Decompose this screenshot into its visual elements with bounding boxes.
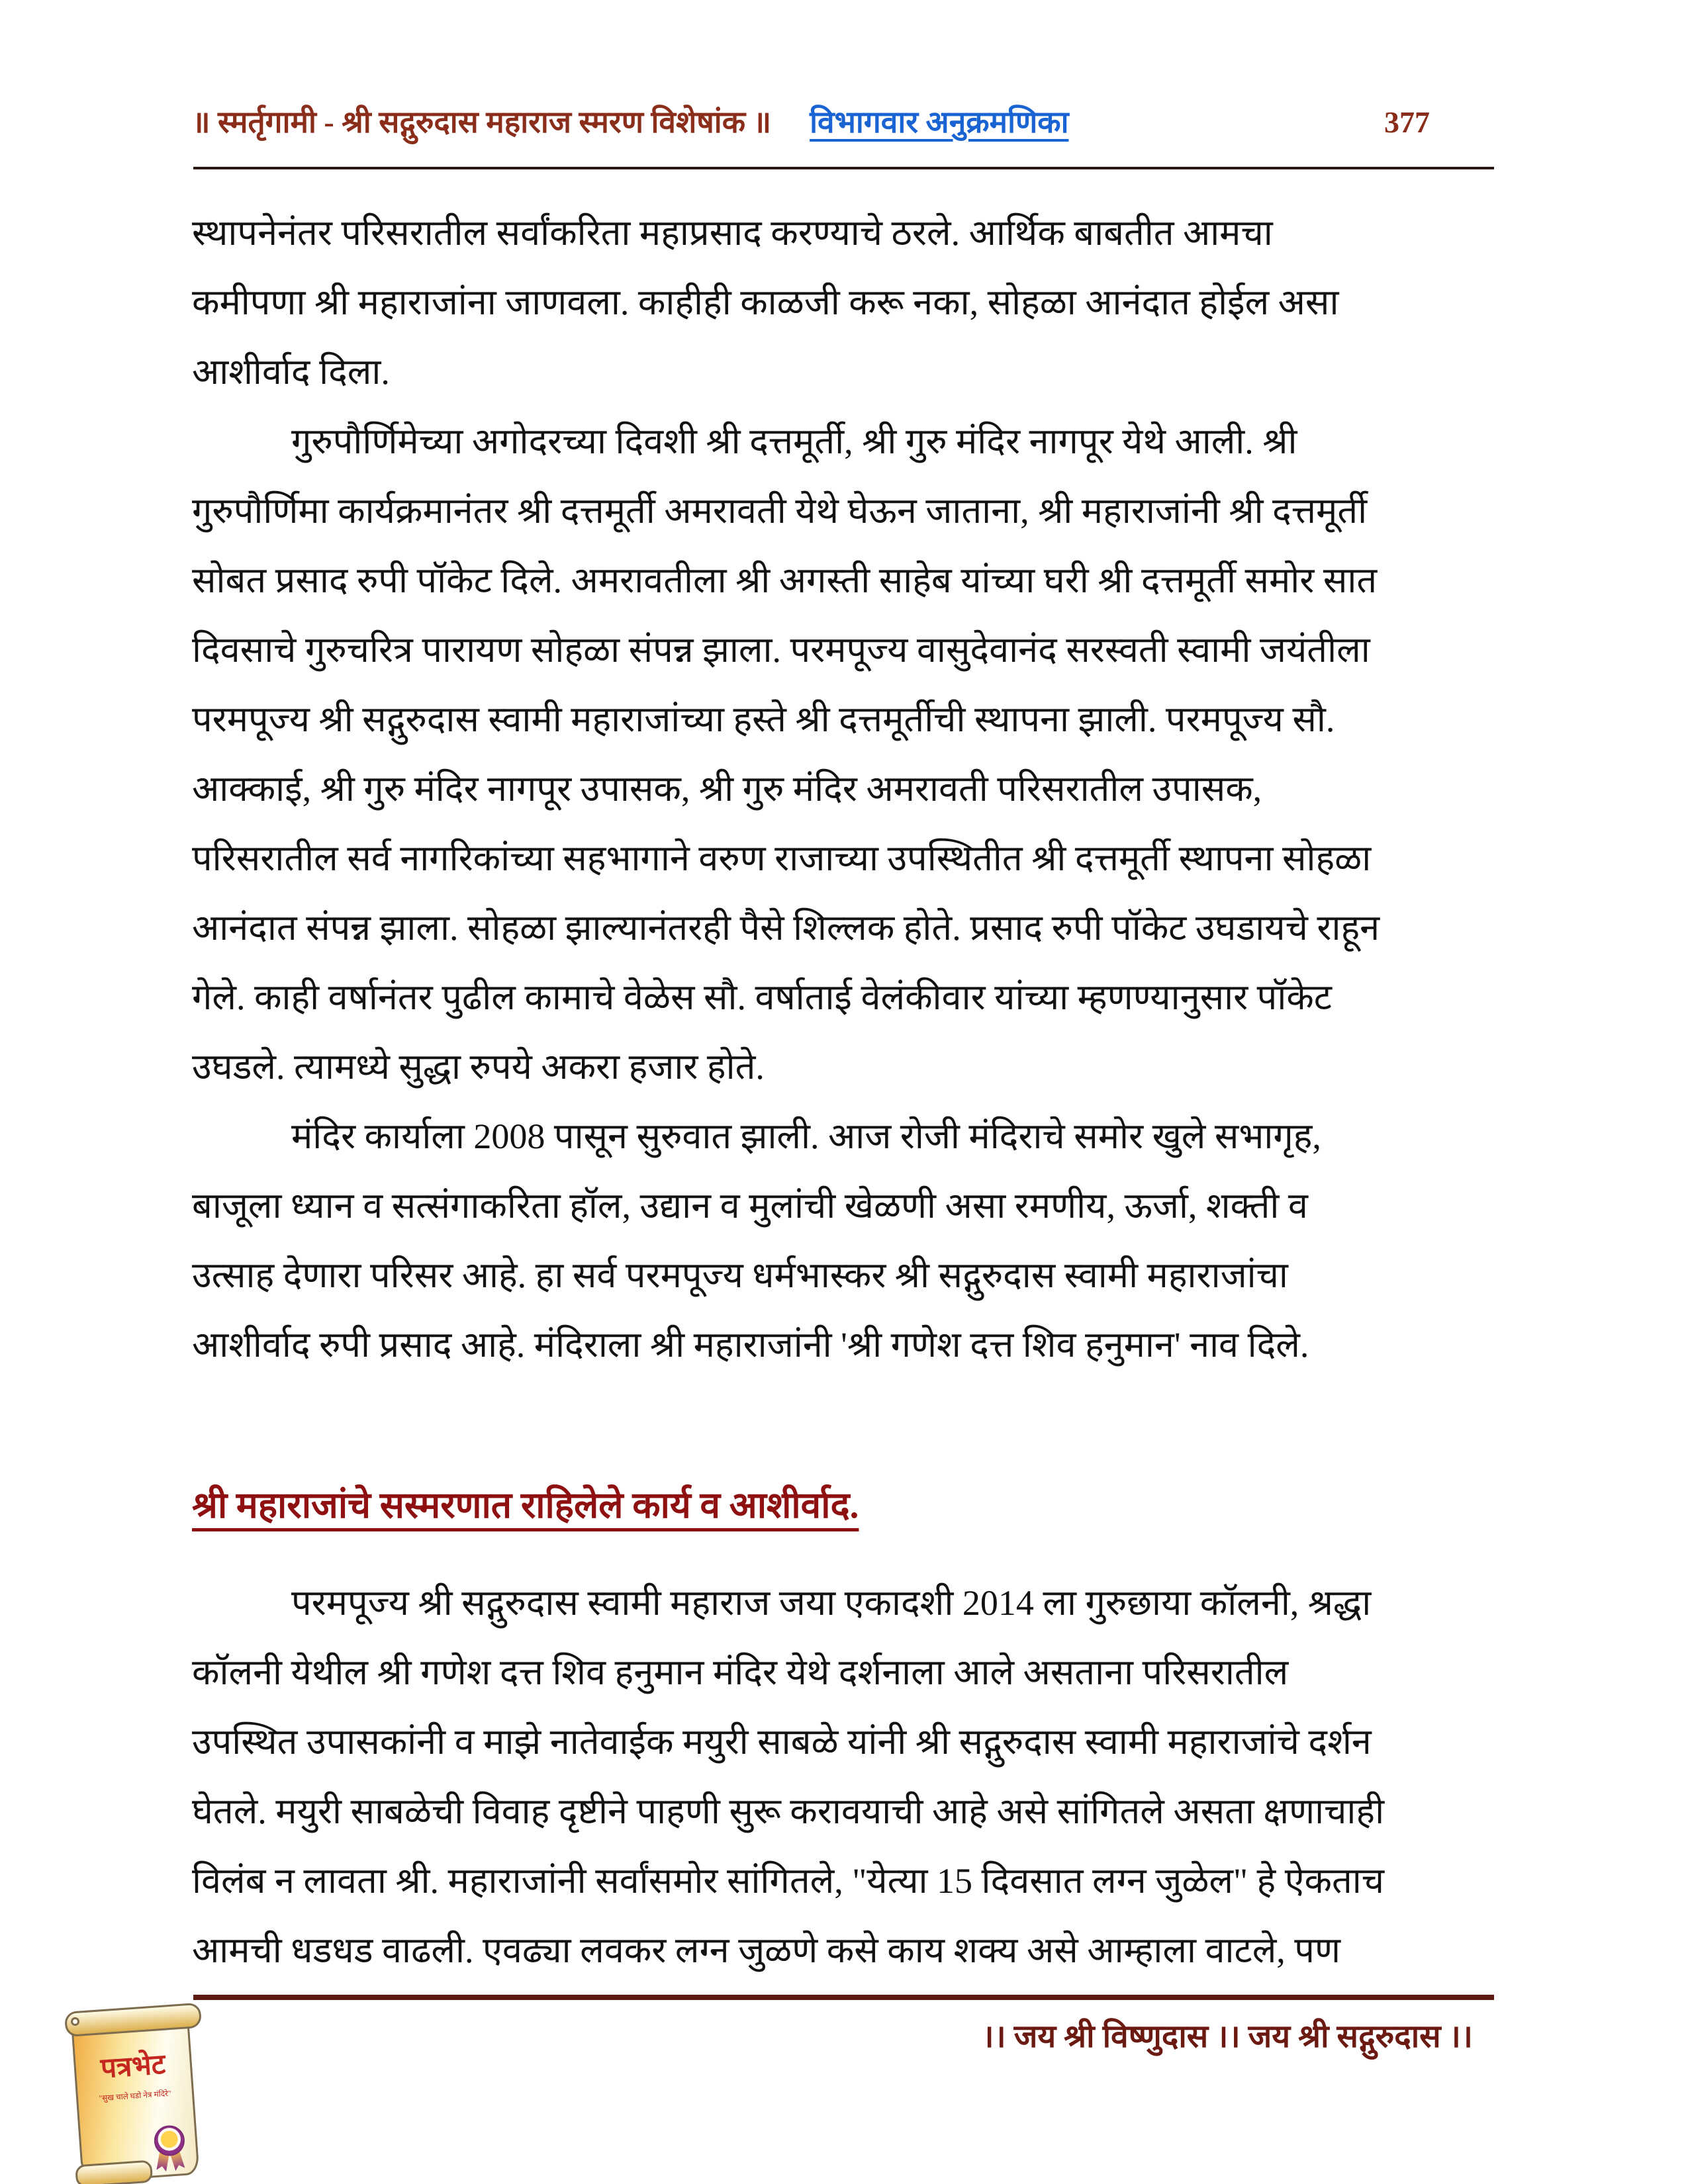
rosette-ribbon-icon [152,2124,185,2158]
text-line: स्थापनेनंतर परिसरातील सर्वांकरिता महाप्रसाद करण्याचे ठरले. आर्थिक बाबतीत आमचा [192,213,1273,253]
paragraph [192,1102,1499,1380]
section-heading: श्री महाराजांचे सस्मरणात राहिलेले कार्य व आशीर्वाद. [192,1485,859,1525]
text-line: गुरुपौर्णिमा कार्यक्रमानंतर श्री दत्तमूर्ती अमरावती येथे घेऊन जाताना, श्री महाराजांनी श्री दत्तमूर्ती [192,491,1368,531]
text-line: घेतले. मयुरी साबळेची विवाह दृष्टीने पाहणी सुरू करावयाची आहे असे सांगितले असता क्षणाचाही [192,1792,1385,1831]
page-header [192,99,1493,146]
toc-link[interactable]: विभागवार अनुक्रमणिका [810,105,1069,139]
paragraph [192,1569,1499,1985]
text-line: आनंदात संपन्न झाला. सोहळा झाल्यानंतरही पैसे शिल्लक होते. प्रसाद रुपी पॉकेट उघडायचे राहून [192,908,1380,948]
text-line: परमपूज्य श्री सद्गुरुदास स्वामी महाराज जया एकादशी 2014 ला गुरुछाया कॉलनी, श्रद्धा [291,1583,1372,1623]
text-line: कमीपणा श्री महाराजांना जाणवला. काहीही काळजी करू नका, सोहळा आनंदात होईल असा [192,283,1339,322]
text-line: गेले. काही वर्षानंतर पुढील कामाचे वेळेस सौ. वर्षाताई वेलंकीवार यांच्या म्हणण्यानुसार पॉकेट [192,978,1333,1017]
logo-tagline: "सुख चाले घडो नेत्र मंदिरे" [98,2088,172,2103]
text-line: आशीर्वाद रुपी प्रसाद आहे. मंदिराला श्री महाराजांनी 'श्री गणेश दत्त शिव हनुमान' नाव दिले. [192,1325,1309,1365]
article-body [192,199,1499,1985]
text-line: उत्साह देणारा परिसर आहे. हा सर्व परमपूज्य धर्मभास्कर श्री सद्गुरुदास स्वामी महाराजांचा [192,1255,1288,1295]
text-line: आमची धडधड वाढली. एवढ्या लवकर लग्न जुळणे कसे काय शक्य असे आम्हाला वाटले, पण [192,1931,1341,1970]
scroll-bottom-curl-icon [75,2160,153,2184]
text-line: बाजूला ध्यान व सत्संगाकरिता हॉल, उद्यान व मुलांची खेळणी असा रमणीय, ऊर्जा, शक्ती व [192,1186,1308,1226]
text-line: आक्काई, श्री गुरु मंदिर नागपूर उपासक, श्री गुरु मंदिर अमरावती परिसरातील उपासक, [192,769,1262,809]
patrabhet-logo [76,2012,194,2179]
text-line: परमपूज्य श्री सद्गुरुदास स्वामी महाराजांच्या हस्ते श्री दत्तमूर्तीची स्थापना झाली. परमपूज्य सौ. [192,700,1335,739]
text-line: परिसरातील सर्व नागरिकांच्या सहभागाने वरुण राजाच्या उपस्थितीत श्री दत्तमूर्ती स्थापना सोहळा [192,839,1372,878]
text-line: आशीर्वाद दिला. [192,352,390,392]
text-line: मंदिर कार्याला 2008 पासून सुरुवात झाली. आज रोजी मंदिराचे समोर खुले सभागृह, [291,1116,1321,1156]
page-header-title: ॥ स्मर्तृगामी - श्री सद्गुरुदास महाराज स्मरण विशेषांक ॥ [192,105,772,139]
paragraph [192,407,1499,1102]
text-line: कॉलनी येथील श्री गणेश दत्त शिव हनुमान मंदिर येथे दर्शनाला आले असताना परिसरातील [192,1653,1289,1692]
scroll-icon [70,2008,199,2183]
footer-divider [193,1995,1494,2000]
text-line: गुरुपौर्णिमेच्या अगोदरच्या दिवशी श्री दत्तमूर्ती, श्री गुरु मंदिर नागपूर येथे आली. श्री [291,422,1297,461]
header-divider [193,167,1494,169]
scroll-top-curl-icon [64,2003,202,2037]
text-line: उपस्थित उपासकांनी व माझे नातेवाईक मयुरी साबळे यांनी श्री सद्गुरुदास स्वामी महाराजांचे दर्शन [192,1722,1372,1762]
paragraph [192,199,1499,407]
text-line: उघडले. त्यामध्ये सुद्धा रुपये अकरा हजार होते. [192,1047,765,1087]
footer-blessing: ।। जय श्री विष्णुदास ।। जय श्री सद्गुरुदास ।। [982,2019,1473,2054]
text-line: विलंब न लावता श्री. महाराजांनी सर्वांसमोर सांगितले, "येत्या 15 दिवसात लग्न जुळेल" हे ऐकताच [192,1861,1385,1901]
logo-title: पत्रभेट [99,2049,167,2085]
text-line: दिवसाचे गुरुचरित्र पारायण सोहळा संपन्न झाला. परमपूज्य वासुदेवानंद सरस्वती स्वामी जयंतीला [192,630,1370,670]
page-number: 377 [1384,105,1430,139]
text-line: सोबत प्रसाद रुपी पॉकेट दिले. अमरावतीला श्री अगस्ती साहेब यांच्या घरी श्री दत्तमूर्ती समोर सात [192,561,1378,600]
